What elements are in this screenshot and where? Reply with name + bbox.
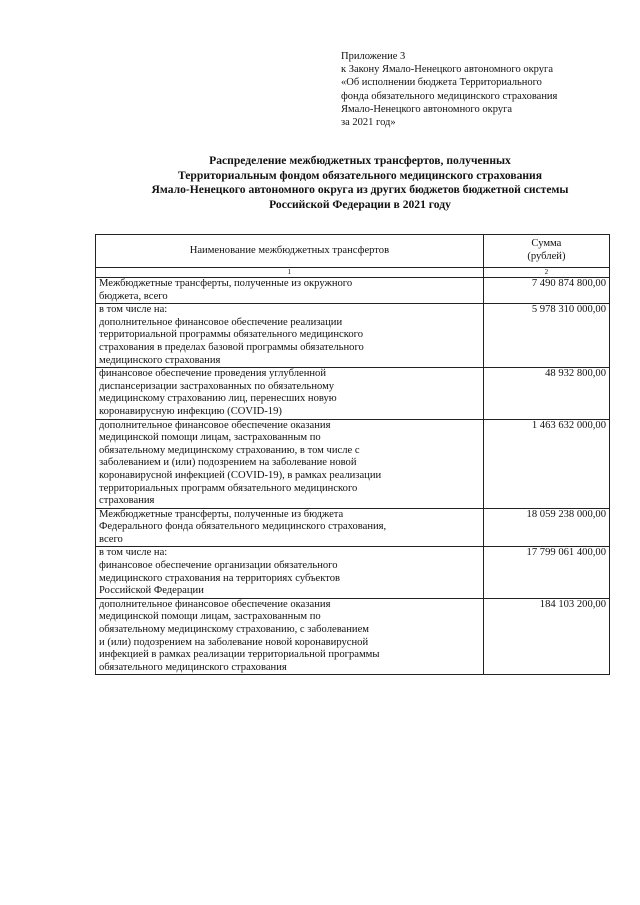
row-text-line: обязательного медицинского страхования: [99, 661, 287, 673]
row-name-cell: [96, 304, 484, 368]
transfers-table: [95, 234, 610, 675]
appendix-block: [341, 50, 621, 129]
table-row: [96, 278, 610, 304]
row-text-line: страхования: [99, 495, 155, 507]
row-text-line: медицинской помощи лицам, застрахованным по: [99, 611, 321, 623]
row-text-line: дополнительное финансовое обеспечение оказания: [99, 419, 331, 431]
column-number-1: 1: [96, 268, 484, 278]
document-title: [90, 154, 630, 212]
row-text-line: медицинской помощи лицам, застрахованным по: [99, 432, 321, 444]
table-row: [96, 547, 610, 598]
row-text-line: медицинского страхования на территориях субъектов: [99, 572, 341, 584]
row-text-line: коронавирусной инфекцией (COVID-19), в рамках реализации: [99, 469, 382, 481]
title-line: Территориальным фондом обязательного медицинского страхования: [177, 168, 543, 182]
appendix-line: за 2021 год»: [341, 117, 396, 129]
row-name-cell: [96, 278, 484, 304]
row-text-line: всего: [99, 533, 123, 545]
row-text-line: диспансеризации застрахованных по обязательному: [99, 380, 335, 392]
column-number-row: [96, 268, 610, 278]
row-text-line: финансовое обеспечение организации обязательного: [99, 560, 338, 572]
row-name-cell: [96, 598, 484, 675]
row-text-line: бюджета, всего: [99, 290, 168, 302]
table-row: [96, 598, 610, 675]
table-header-row: [96, 235, 610, 268]
row-name-cell: [96, 368, 484, 419]
table-row: [96, 508, 610, 547]
row-text-line: финансовое обеспечение проведения углубленной: [99, 368, 327, 380]
row-text-line: Российской Федерации: [99, 585, 204, 597]
header-sum-unit: (рублей): [527, 251, 566, 262]
header-sum-label: Сумма: [531, 238, 562, 250]
title-line: Ямало-Ненецкого автономного округа из других бюджетов бюджетной системы: [151, 183, 569, 196]
row-text-line: дополнительное финансовое обеспечение оказания: [99, 598, 331, 610]
appendix-line: Приложение 3: [341, 51, 406, 62]
row-name-cell: [96, 547, 484, 598]
row-sum-cell: 5 978 310 000,00: [483, 304, 609, 368]
row-text-line: территориальных программ обязательного медицинского: [99, 482, 358, 494]
title-line: Российской Федерации в 2021 году: [269, 197, 451, 211]
row-text-line: Межбюджетные трансферты, полученные из окружного: [99, 278, 353, 289]
row-text-line: в том числе на:: [99, 547, 168, 559]
row-text-line: Межбюджетные трансферты, полученные из бюджета: [99, 508, 344, 520]
row-sum-cell: 17 799 061 400,00: [483, 547, 609, 598]
appendix-line: Ямало-Ненецкого автономного округа: [341, 103, 513, 115]
table-row: [96, 419, 610, 508]
row-text-line: дополнительное финансовое обеспечение реализации: [99, 316, 343, 328]
row-sum-cell: 48 932 800,00: [483, 368, 609, 419]
row-sum-cell: 184 103 200,00: [483, 598, 609, 675]
row-text-line: медицинскому страхованию лиц, перенесших новую: [99, 393, 337, 405]
table-row: [96, 368, 610, 419]
title-line: Распределение межбюджетных трансфертов, полученных: [209, 154, 511, 167]
row-sum-cell: 18 059 238 000,00: [483, 508, 609, 547]
column-number-2: 2: [483, 268, 609, 278]
appendix-line: к Закону Ямало-Ненецкого автономного округа: [341, 64, 553, 76]
table-row: [96, 304, 610, 368]
row-text-line: страхования в пределах базовой программы обязательного: [99, 341, 364, 353]
row-text-line: и (или) подозрением на заболевание новой коронавирусной: [99, 636, 369, 648]
row-text-line: медицинского страхования: [99, 354, 221, 366]
row-name-cell: [96, 508, 484, 547]
row-text-line: Федерального фонда обязательного медицинского страхования,: [99, 521, 387, 533]
row-name-cell: [96, 419, 484, 508]
appendix-line: фонда обязательного медицинского страхования: [341, 90, 558, 102]
row-text-line: обязательному медицинскому страхованию, в том числе с: [99, 444, 360, 456]
header-name-cell: Наименование межбюджетных трансфертов: [96, 235, 484, 268]
row-text-line: в том числе на:: [99, 304, 168, 316]
row-sum-cell: 1 463 632 000,00: [483, 419, 609, 508]
appendix-line: «Об исполнении бюджета Территориального: [341, 77, 542, 89]
row-text-line: территориальной программы обязательного медицинского: [99, 329, 363, 341]
row-text-line: инфекцией в рамках реализации территориальной программы: [99, 649, 380, 661]
header-sum-cell: [483, 235, 609, 268]
row-sum-cell: 7 490 874 800,00: [483, 278, 609, 304]
row-text-line: коронавирусную инфекцию (COVID-19): [99, 405, 282, 417]
row-text-line: обязательному медицинскому страхованию, с заболеванием: [99, 624, 370, 636]
row-text-line: заболеванием и (или) подозрением на заболевание новой: [99, 457, 357, 469]
